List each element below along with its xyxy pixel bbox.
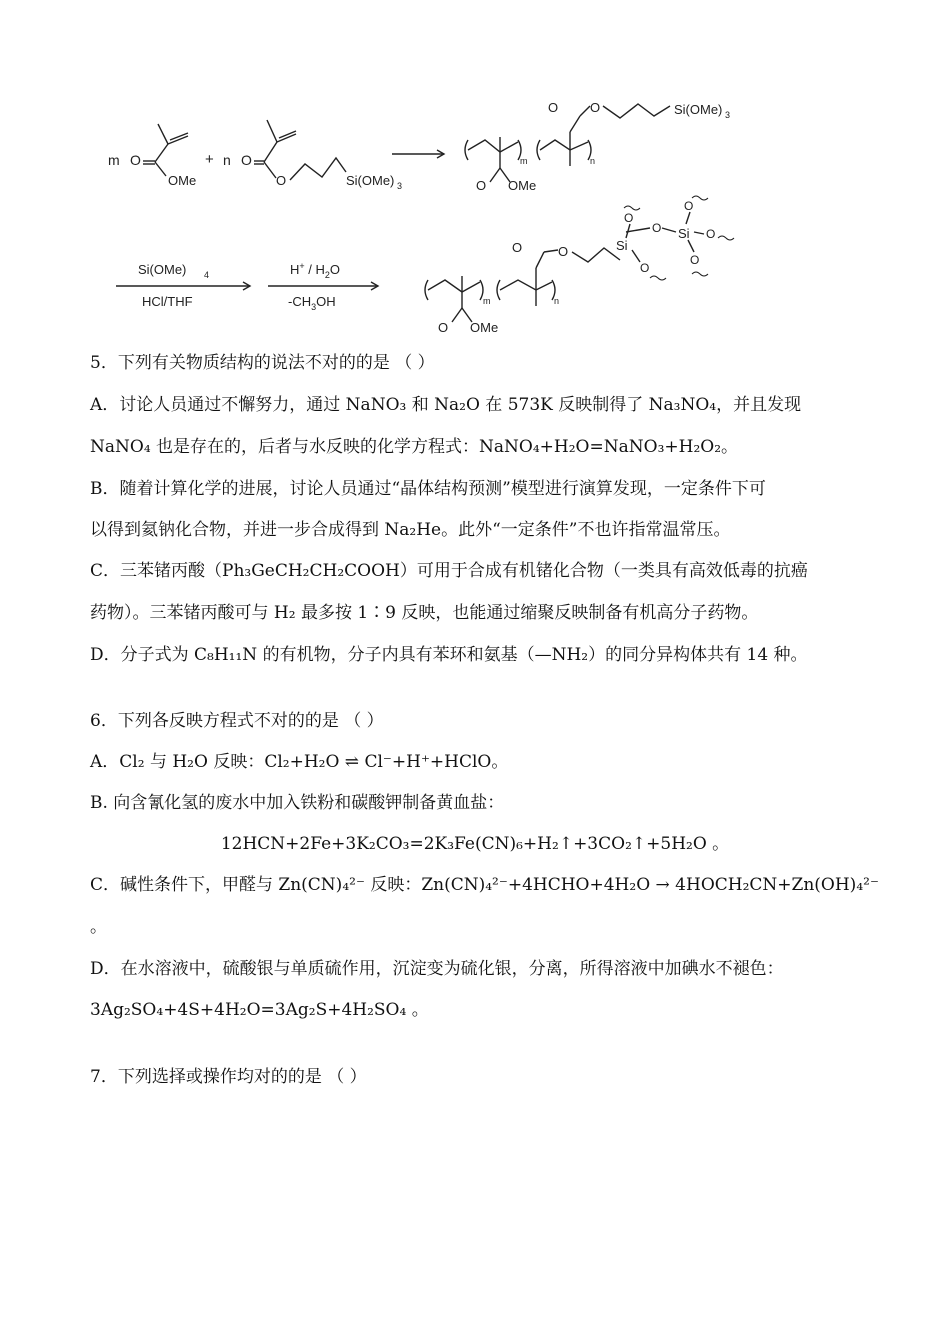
- q5-option-a-line2: NaNO₄ 也是存在的，后者与水反映的化学方程式：NaNO₄+H₂O=NaNO₃+H₂O₂。: [90, 437, 739, 457]
- svg-text:O: O: [558, 244, 569, 259]
- svg-text:Si: Si: [616, 238, 628, 253]
- svg-text:HCl/THF: HCl/THF: [142, 294, 193, 309]
- svg-text:OMe: OMe: [168, 173, 197, 188]
- svg-text:Si: Si: [678, 226, 690, 241]
- svg-text:Si(OMe): Si(OMe): [138, 262, 187, 277]
- q5-stem: 5．下列有关物质结构的说法不对的的是 （ ）: [90, 353, 435, 373]
- svg-text:O: O: [130, 152, 141, 168]
- svg-text:O: O: [590, 100, 601, 115]
- arrow-3: [268, 261, 378, 312]
- q5-option-b-line2: 以得到氦钠化合物，并进一步合成得到 Na₂He。此外“一定条件”不也许指常温常压。: [90, 520, 731, 540]
- svg-text:m: m: [483, 296, 491, 306]
- q5-option-b-line1: B．随着计算化学的进展，讨论人员通过“晶体结构预测”模型进行演算发现，一定条件下可: [90, 479, 766, 499]
- svg-text:OMe: OMe: [508, 178, 537, 193]
- crosslinked-product: [425, 196, 734, 335]
- q7-stem: 7．下列选择或操作均对的的是 （ ）: [90, 1067, 367, 1087]
- svg-text:m: m: [520, 156, 528, 166]
- q6-stem: 6．下列各反映方程式不对的的是 （ ）: [90, 711, 384, 731]
- svg-text:3: 3: [725, 110, 731, 120]
- q6-option-b-line1: B. 向含氰化氢的废水中加入铁粉和碳酸钾制备黄血盐：: [90, 793, 505, 813]
- svg-text:3: 3: [397, 181, 403, 191]
- arrow-1: [392, 150, 444, 158]
- q6-option-c-line1: C．碱性条件下，甲醛与 Zn(CN)₄²⁻ 反映：Zn(CN)₄²⁻+4HCHO+4H₂O → 4HOCH₂CN+Zn(OH)₄²⁻: [90, 875, 879, 895]
- svg-text:Si(OMe): Si(OMe): [346, 173, 395, 188]
- q6-option-d-line1: D．在水溶液中，硫酸银与单质硫作用，沉淀变为硫化银，分离，所得溶液中加碘水不褪色：: [90, 959, 784, 979]
- q6-option-b-equation: 12HCN+2Fe+3K₂CO₃=2K₃Fe(CN)₆+H₂↑+3CO₂↑+5H₂O 。: [220, 834, 730, 854]
- svg-text:O: O: [438, 320, 449, 335]
- q5-option-d: D．分子式为 C₈H₁₁N 的有机物，分子内具有苯环和氨基（—NH₂）的同分异构体共有 14 种。: [90, 645, 808, 665]
- reaction-scheme: [100, 92, 860, 350]
- svg-text:Si(OMe): Si(OMe): [674, 102, 723, 117]
- svg-text:O: O: [512, 240, 523, 255]
- svg-text:O: O: [241, 152, 252, 168]
- q6-option-a: A．Cl₂ 与 H₂O 反映：Cl₂+H₂O ⇌ Cl⁻+H⁺+HClO。: [90, 752, 509, 772]
- arrow-2: [116, 262, 250, 309]
- svg-text:-CH3OH: $-CH_3OH$: [288, 294, 336, 312]
- q5-option-a-line1: A．讨论人员通过不懈努力，通过 NaNO₃ 和 Na₂O 在 573K 反映制得了 Na₃NO₄，并且发现: [90, 395, 802, 415]
- svg-text:4: 4: [204, 270, 210, 280]
- coef-m: m: [108, 152, 120, 168]
- svg-text:O: O: [624, 211, 634, 225]
- q5-option-c-line1: C．三苯锗丙酸（Ph₃GeCH₂CH₂COOH）可用于合成有机锗化合物（一类具有高效低毒的抗癌: [90, 561, 808, 581]
- svg-text:O: O: [476, 178, 487, 193]
- svg-text:OMe: OMe: [470, 320, 499, 335]
- q6-option-c-line2: 。: [90, 917, 107, 937]
- copolymer-product: [465, 100, 730, 193]
- q5-option-c-line2: 药物）。三苯锗丙酸可与 H₂ 最多按 1∶9 反映，也能通过缩聚反映制备有机高分子药物。: [90, 603, 759, 623]
- coef-n: n: [223, 152, 231, 168]
- svg-text:n: n: [590, 156, 596, 166]
- svg-text:O: O: [684, 199, 694, 213]
- svg-text:n: n: [554, 296, 560, 306]
- svg-text:O: O: [706, 227, 716, 241]
- q6-option-d-line2: 3Ag₂SO₄+4S+4H₂O=3Ag₂S+4H₂SO₄ 。: [90, 1000, 429, 1020]
- monomer-mma: [108, 124, 196, 188]
- plus-sign: +: [205, 151, 214, 168]
- svg-text:O: O: [690, 253, 700, 267]
- svg-text:O: O: [652, 221, 662, 235]
- svg-text:O: O: [548, 100, 559, 115]
- svg-text:H+ / H2O: $H^+ / H_2O$: [290, 261, 341, 280]
- monomer-silyl: [223, 120, 402, 191]
- svg-text:O: O: [640, 261, 650, 275]
- svg-text:O: O: [276, 173, 287, 188]
